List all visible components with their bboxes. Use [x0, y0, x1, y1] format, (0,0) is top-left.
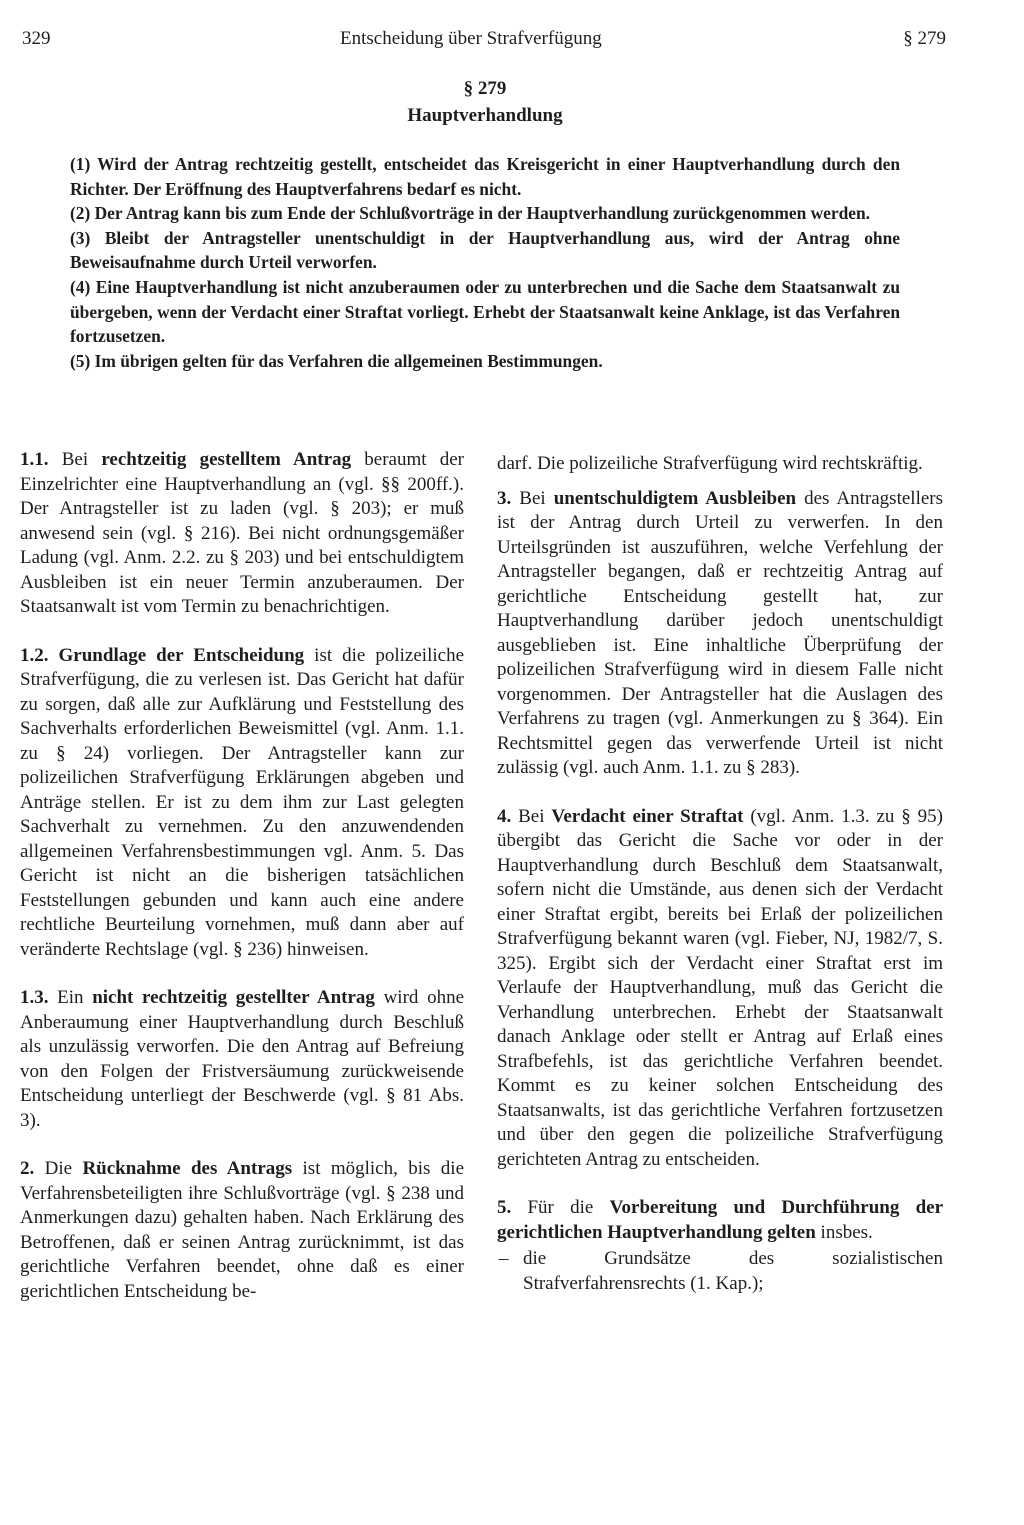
note-lead: Bei: [511, 487, 554, 509]
note-keyword: Verdacht einer Straftat: [551, 805, 744, 827]
note-number: 2.: [20, 1158, 35, 1179]
note-lead: Die: [34, 1158, 83, 1179]
note-1-2: [20, 644, 464, 963]
note-text: ist die polizeiliche Strafverfügung, die zu verlesen ist. Das Gericht hat dafür zu sorgen, daß alle zur Aufklärung und Feststellung des Sachverhalts erforderlichen Beweismittel (vgl. Anm. 1.1. zu § 24) vorliegen. Der Antragsteller kann zur polizeilichen Strafverfügung Erklärungen abgeben und Anträge stellen. Er ist zu dem ihm zur Last gelegten Sachverhalt zu vernehmen. Zu den anzuwendenden allgemeinen Verfahrensbestimmungen vgl. Anm. 5. Das Gericht ist nicht an die bisherigen tatsächlichen Feststellungen gebunden und kann auch eine andere rechtliche Beurteilung vornehmen, muß dann aber auf veränderte Rechtslage (vgl. § 236) hinweisen.: [20, 644, 465, 960]
note-number: 3.: [497, 487, 512, 509]
note-number: 5.: [497, 1197, 512, 1218]
note-keyword: Rücknahme des Antrags: [82, 1158, 293, 1179]
note-keyword: rechtzeitig gestelltem Antrag: [101, 449, 352, 470]
note-lead: Für die: [511, 1197, 610, 1218]
note-2: [20, 1157, 464, 1304]
note-keyword: nicht rechtzeitig gestellter Antrag: [92, 987, 375, 1008]
note-number: 1.3.: [20, 987, 49, 1008]
commentary-left-column: [20, 448, 464, 1328]
note-lead: Bei: [511, 805, 552, 827]
section-heading: [0, 76, 970, 130]
statute-paragraph-5: (5) Im übrigen gelten für das Verfahren die allgemeinen Bestimmungen.: [70, 350, 603, 371]
note-number: 4.: [497, 805, 512, 827]
note-3: [497, 487, 943, 781]
running-title: Entscheidung über Strafverfügung: [340, 28, 602, 49]
statute-text: [70, 152, 900, 373]
note-5: [497, 1196, 943, 1245]
running-head: [0, 26, 1024, 52]
statute-paragraph-3: (3) Bleibt der Antragsteller unentschuldigt in der Hauptverhandlung aus, wird der Antrag ohne Beweisaufnahme durch Urteil verworfen.: [70, 227, 900, 273]
note-number: 1.1.: [20, 449, 49, 470]
statute-paragraph-4: (4) Eine Hauptverhandlung ist nicht anzuberaumen oder zu unterbrechen und die Sache dem Staatsanwalt zu übergeben, wenn der Verdacht einer Straftat vorliegt. Erhebt der Staatsanwalt keine Anklage, ist das Verfahren fortzusetzen.: [70, 276, 900, 347]
statute-paragraph-1: (1) Wird der Antrag rechtzeitig gestellt, entscheidet das Kreisgericht in einer Hauptverhandlung durch den Richter. Der Eröffnung des Hauptverfahrens bedarf es nicht.: [70, 154, 900, 199]
note-text: ist möglich, bis die Verfahrensbeteiligten ihre Schlußvorträge (vgl. § 238 und Anmerkungen dazu) gehalten haben. Nach Erklärung des Betroffenen, daß er seinen Antrag zurücknimmt, ist das gerichtliche Verfahren beendet, ohne daß es einer gerichtlichen Entscheidung be-: [20, 1158, 464, 1302]
note-1-3: [20, 986, 464, 1133]
note-1-1: [20, 448, 464, 620]
note-text: beraumt der Einzelrichter eine Hauptverhandlung an (vgl. §§ 200ff.). Der Antragsteller ist zu laden (vgl. § 203); er muß anwesend sein (vgl. § 216). Bei nicht ordnungsgemäßer Ladung (vgl. Anm. 2.2. zu § 203) und bei entschuldigtem Ausbleiben ist ein neuer Termin anzuberaumen. Der Staatsanwalt ist vom Termin zu benachrichtigen.: [20, 449, 465, 617]
note-lead: Bei: [48, 449, 102, 470]
section-number: § 279: [463, 78, 507, 99]
note-text: wird ohne Anberaumung einer Hauptverhandlung durch Beschluß als unzulässig verworfen. Die den Antrag auf Befreiung von den Folgen der Fristversäumung zurückweisende Entscheidung unterliegt der Beschwerde (vgl. § 81 Abs. 3).: [20, 987, 465, 1131]
list-item: – die Grundsätze des sozialistischen Strafverfahrensrechts (1. Kap.);: [497, 1247, 943, 1296]
note-keyword: unentschuldigtem Ausbleiben: [553, 487, 797, 509]
note-text: (vgl. Anm. 1.3. zu § 95) übergibt das Gericht die Sache vor oder in der Hauptverhandlung durch Beschluß dem Staatsanwalt, sofern nicht die Umstände, aus denen sich der Verdacht einer Straftat ergibt, bereits bei Erlaß der polizeilichen Strafverfügung bekannt waren (vgl. Fieber, NJ, 1982/7, S. 325). Ergibt sich der Verdacht einer Straftat erst im Verlaufe der Hauptverhandlung, muß das Gericht die Verhandlung unterbrechen. Erhebt der Staatsanwalt danach Anklage oder stellt er Antrag auf Erlaß eines Strafbefehls, ist das gerichtliche Verfahren beendet. Kommt es zu keiner solchen Entscheidung des Staatsanwalts, ist das gerichtliche Verfahren fortzusetzen und über den gegen die polizeiliche Strafverfügung gerichteten Antrag zu entscheiden.: [497, 805, 943, 1170]
note-text: insbes.: [815, 1221, 873, 1243]
section-reference: § 279: [903, 28, 946, 49]
page-number: 329: [22, 28, 51, 49]
statute-paragraph-2: (2) Der Antrag kann bis zum Ende der Schlußvorträge in der Hauptverhandlung zurückgenommen werden.: [70, 203, 871, 224]
note-text: des Antragstellers ist der Antrag durch Urteil zu verwerfen. In den Urteilsgründen ist auszuführen, welche Verfehlung der Antragsteller begangen, daß er rechtzeitig Antrag auf gerichtliche Entscheidung gestellt hat, zur Hauptverhandlung darüber jedoch unentschuldigt ausgeblieben ist. Eine inhaltliche Überprüfung der polizeilichen Strafverfügung wird in diesem Falle nicht vorgenommen. Der Antragsteller hat die Auslagen des Verfahrens zu tragen (vgl. Anmerkungen zu § 364). Ein Rechtsmittel gegen das verwerfende Urteil ist nicht zulässig (vgl. auch Anm. 1.1. zu § 283).: [497, 487, 944, 778]
section-title: Hauptverhandlung: [407, 105, 563, 126]
commentary-right-column: [497, 452, 943, 1296]
note-keyword: Vorbereitung und Durchführung der gerichtlichen Hauptverhandlung gelten: [497, 1197, 944, 1243]
note-keyword: Grundlage der Entscheidung: [58, 644, 305, 666]
note-5-list: [497, 1247, 943, 1296]
note-2-continuation: darf. Die polizeiliche Strafverfügung wird rechtskräftig.: [497, 453, 923, 474]
note-4: [497, 805, 943, 1173]
note-lead: Ein: [48, 987, 93, 1008]
note-lead: [49, 645, 59, 666]
note-number: 1.2.: [20, 644, 49, 666]
